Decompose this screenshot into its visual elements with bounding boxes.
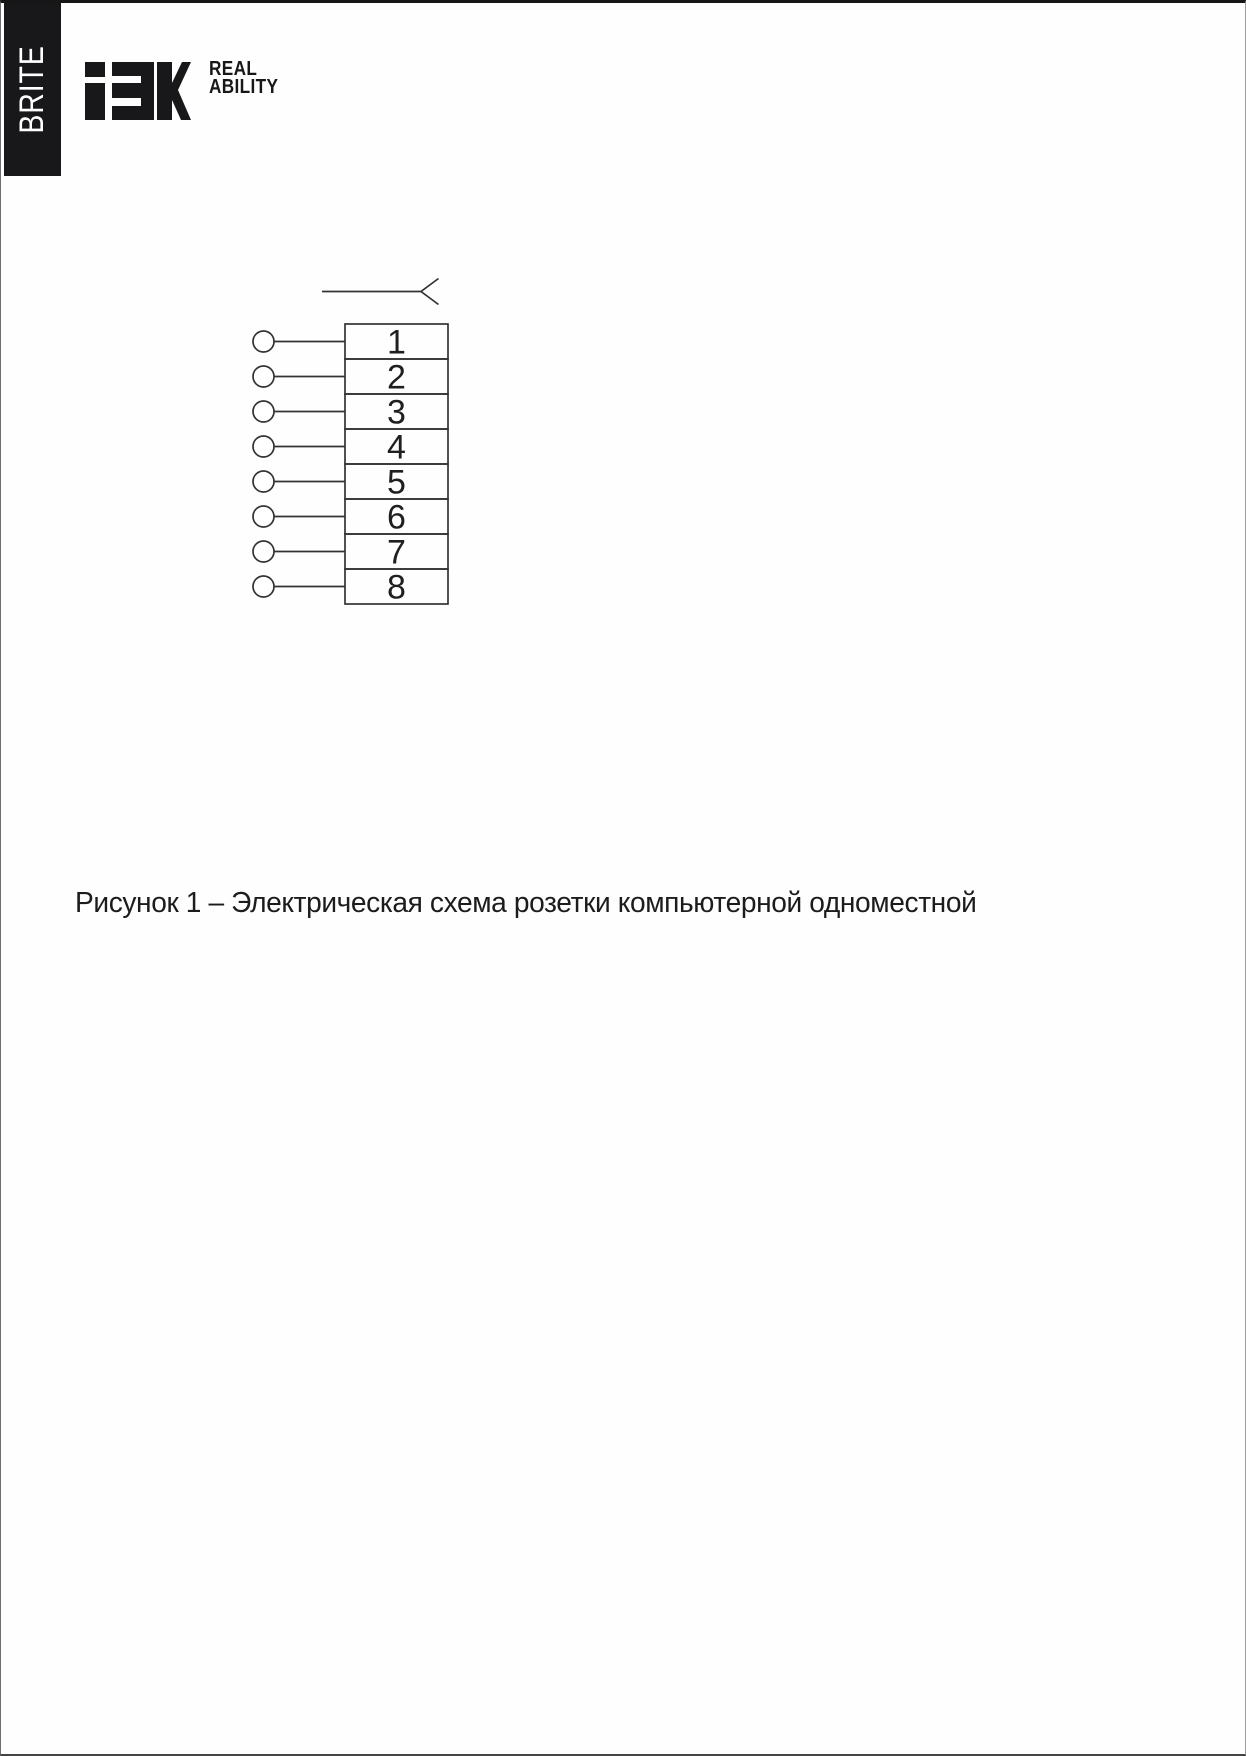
pin-number: 2 xyxy=(387,358,406,397)
tagline-line1: REAL xyxy=(209,58,258,80)
pin-terminal-icon xyxy=(253,471,274,492)
spine-label: BRITE xyxy=(13,45,51,134)
pinout-rows xyxy=(253,324,448,607)
pin-terminal-icon xyxy=(253,576,274,597)
pin-number: 8 xyxy=(387,568,406,607)
tagline-line2: ABILITY xyxy=(209,76,279,98)
pin-number: 3 xyxy=(387,393,406,432)
brite-spine-tab xyxy=(4,3,61,176)
pin-terminal-icon xyxy=(253,506,274,527)
pin-number: 4 xyxy=(387,428,406,467)
pin-terminal-icon xyxy=(253,401,274,422)
pin-terminal-icon xyxy=(253,331,274,352)
pin-number: 6 xyxy=(387,498,406,537)
pin-terminal-icon xyxy=(253,541,274,562)
pinout-schematic xyxy=(241,263,456,613)
cable-symbol-icon xyxy=(322,279,439,305)
pin-number: 1 xyxy=(387,323,406,362)
brand-tagline xyxy=(209,60,278,96)
iek-logo-icon xyxy=(85,62,191,120)
iek-logo-glyphs xyxy=(85,62,191,120)
pin-number: 7 xyxy=(387,533,406,572)
pin-terminal-icon xyxy=(253,436,274,457)
pin-number: 5 xyxy=(387,463,406,502)
pin-terminal-icon xyxy=(253,366,274,387)
figure-caption: Рисунок 1 – Электрическая схема розетки компьютерной одноместной xyxy=(75,887,977,919)
